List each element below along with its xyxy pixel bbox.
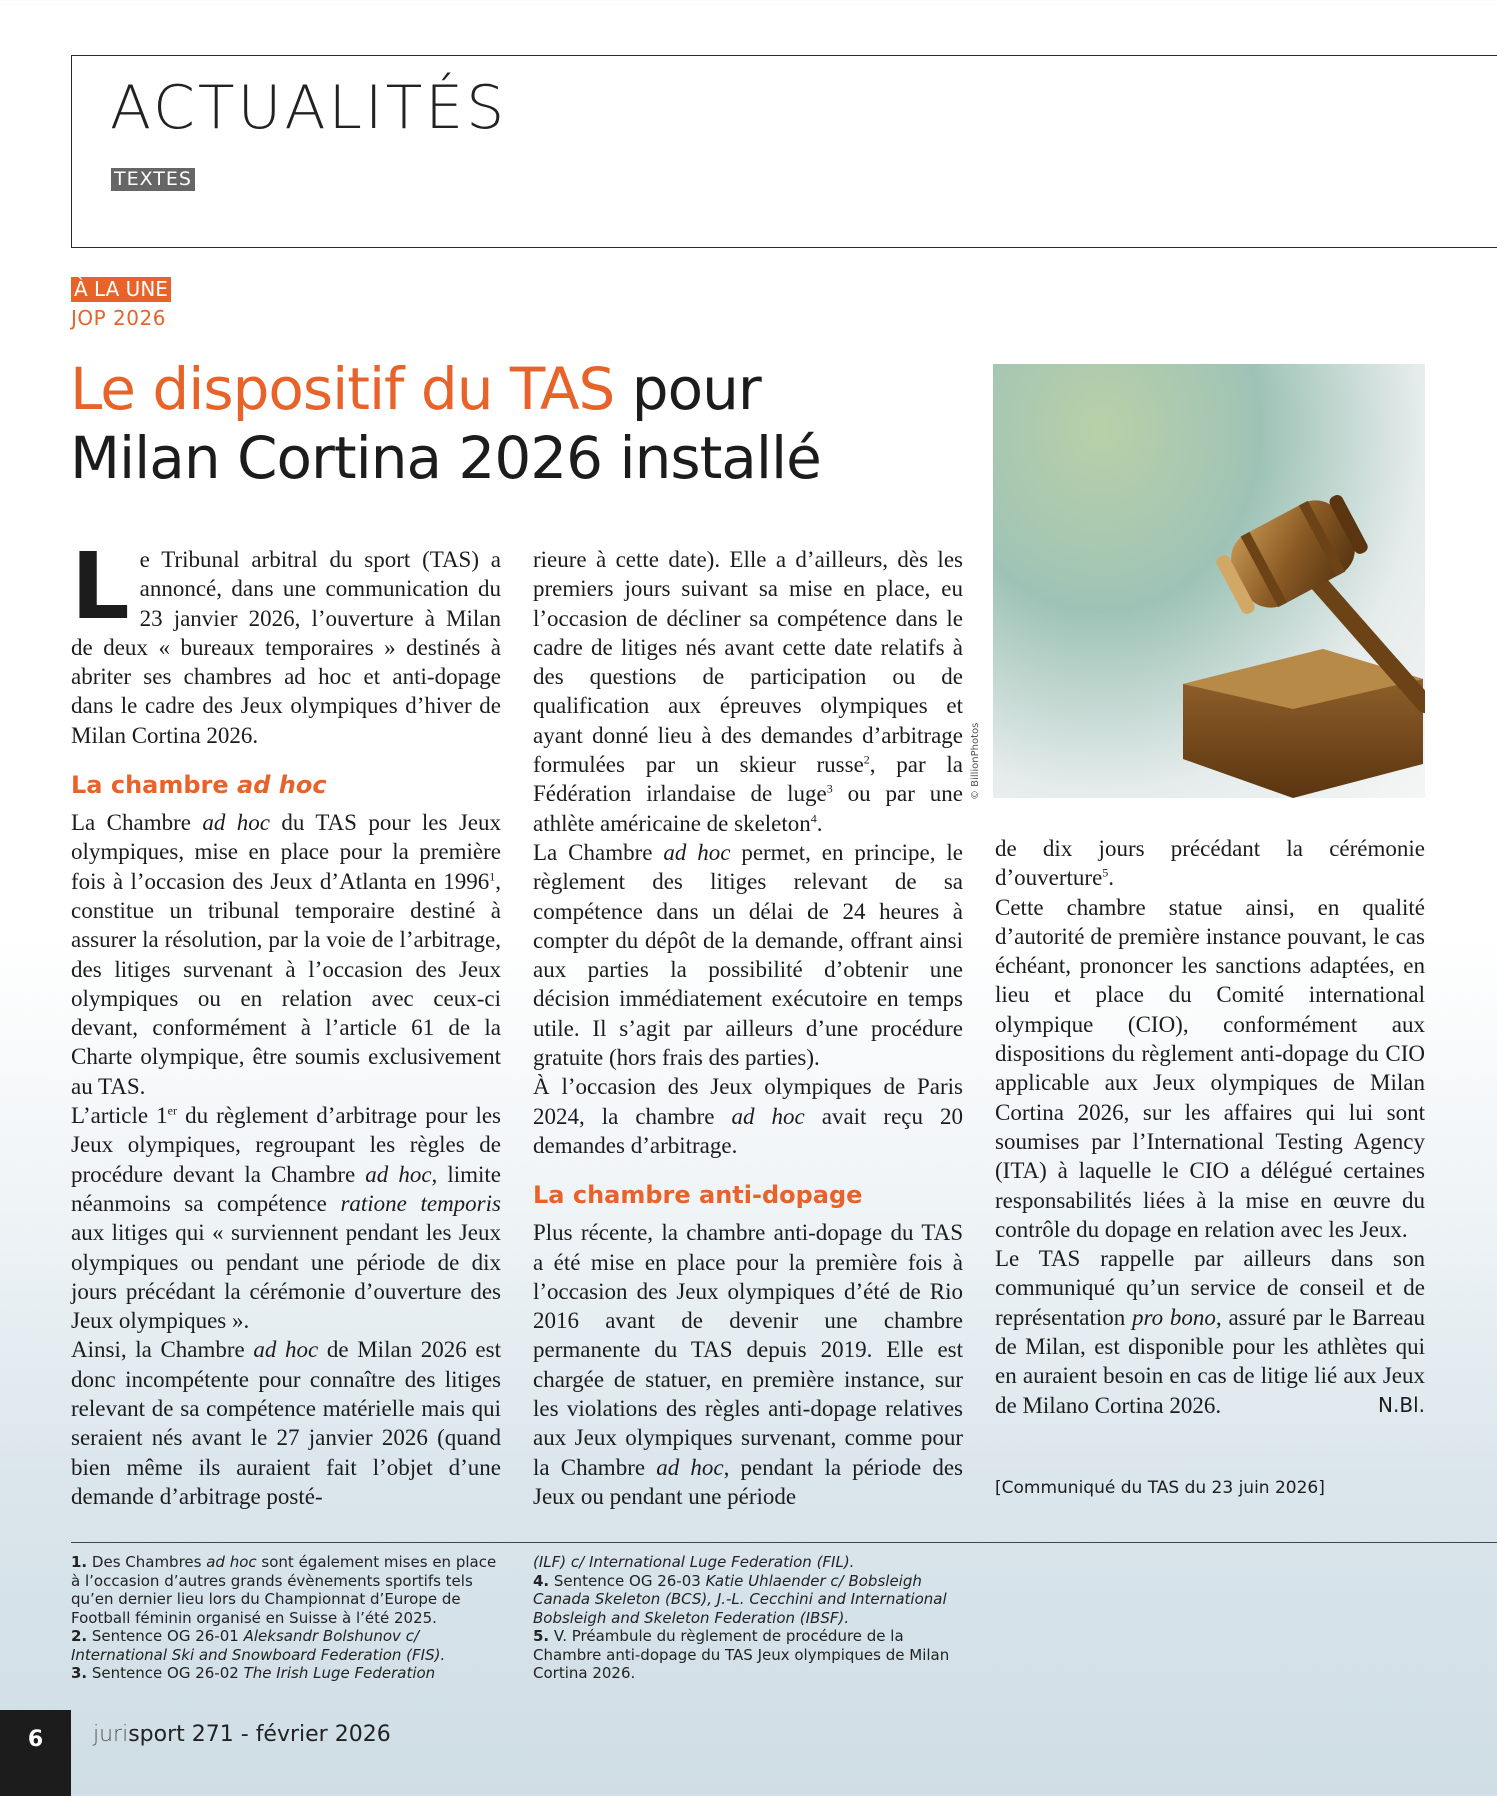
text: Sentence OG 26-02: [87, 1664, 244, 1682]
intro-text: e Tribunal arbitral du sport (TAS) a annoncé, dans une communication du 23 janvier 2026, l’ouverture à Milan de deux « bureaux temporaires » destinés à abriter ses chambres ad hoc et anti-dopage dans le cadre des Jeux olympiques d’hiver de Milan Cortina 2026.: [71, 547, 501, 748]
footnote: [71, 1553, 501, 1627]
text: , par la Fédération irlandaise de luge: [533, 752, 964, 807]
magazine-name: sport: [128, 1722, 185, 1747]
footnote: [71, 1664, 501, 1683]
page-number: 6: [0, 1710, 71, 1796]
footnote-ref: 5: [1102, 865, 1109, 880]
author-signature: N.Bl.: [1378, 1392, 1425, 1417]
text: La Chambre: [71, 810, 203, 836]
paragraph: Cette chambre statue ainsi, en qualité d’autorité de première instance pouvant, le cas échéant, prononcer les sanctions adaptées, en lieu et place du Comité international olympique (CIO), conformément aux dispositions du règlement anti-dopage du CIO applicable aux Jeux olympiques de Milan Cortina 2026, sur les affaires qui lui sont soumises par l’International Testing Agency (ITA) à laquelle le CIO a délégué certaines responsabilités liées à la mise en œuvre du contrôle du dopage en relation avec les Jeux.: [995, 894, 1425, 1242]
text: du TAS pour les Jeux olympiques, mise en place pour la première fois à l’occasion des Jeux d’Atlanta en 1996: [71, 810, 501, 894]
footnote-number: 5.: [533, 1627, 550, 1645]
footnote-ref: 2: [863, 752, 870, 767]
kicker-badge: À LA UNE: [71, 277, 171, 302]
text: de dix jours précédant la cérémonie d’ouverture: [995, 836, 1425, 891]
text: du règlement d’arbitrage pour les Jeux olympiques, regroupant les règles de procédure devant la Chambre: [71, 1103, 501, 1187]
italic-text: ad hoc: [206, 1553, 257, 1571]
text: avait reçu 20 demandes d’arbitrage.: [533, 1103, 963, 1158]
italic-text: Aleksandr Bolshunov c/ International Ski and Snowboard Federation (FIS).: [71, 1627, 446, 1664]
subhead-adhoc-italic: ad hoc: [237, 771, 327, 800]
paragraph: [995, 1244, 1425, 1420]
text: Des Chambres: [87, 1553, 207, 1571]
subhead-adhoc: [71, 770, 501, 800]
section-subtitle-badge: TEXTES: [111, 168, 195, 191]
gavel-icon: [993, 364, 1425, 798]
text: permet, en principe, le règlement des litiges relevant de sa compétence dans un délai de 24 heures à compter du dépôt de la demande, offrant ainsi aux parties la possibilité d’obtenir une décision immédiatement exécutoire en temps utile. Il s’agit par ailleurs d’une procédure gratuite (hors frais des parties).: [533, 839, 963, 1071]
paragraph: [71, 808, 501, 1101]
paragraph: [995, 834, 1425, 893]
footnotes-column-1: [71, 1553, 501, 1683]
article-category: JOP 2026: [71, 306, 166, 330]
article-column-2: [533, 545, 963, 1511]
headline-accent: Le dispositif du TAS: [70, 355, 615, 423]
paragraph: [71, 1101, 501, 1335]
section-title: ACTUALITÉS: [110, 73, 508, 143]
italic-text: The Irish Luge Federation: [243, 1664, 436, 1682]
text: sont également mises en place à l’occasion d’autres grands évènements sportifs tels qu’en dernier lieu lors du Championnat d’Europe de Football féminin organisé en Suisse à l’été 2025.: [71, 1553, 497, 1627]
text: rieure à cette date). Elle a d’ailleurs, dès les premiers jours suivant sa mise en place, eu l’occasion de décliner sa compétence dans le cadre de litiges nés avant cette date relatifs à des questions de participation ou de qualification aux épreuves olympiques et ayant donné lieu à des demandes d’arbitrage formulées par un skieur russe: [533, 547, 963, 778]
text: Sentence OG 26-01: [87, 1627, 244, 1645]
drop-cap: L: [71, 533, 130, 640]
italic-text: ratione temporis: [340, 1190, 501, 1216]
text: , constitue un tribunal temporaire destiné à assurer la résolution, par la voie de l’arbitrage, des litiges survenant à l’occasion des Jeux olympiques ou en relation avec ceux-ci devant, conformément à l’article 61 de la Charte olympique, être soumis exclusivement au TAS.: [71, 868, 501, 1099]
text: Plus récente, la chambre anti-dopage du TAS a été mise en place pour la première fois à l’occasion des Jeux olympiques d’été de Rio 2016 avant de devenir une chambre permanente du TAS depuis 2019. Elle est chargée de statuer, en première instance, sur les violations des règles anti-dopage relatives aux Jeux olympiques survenant, comme pour la Chambre: [533, 1220, 963, 1480]
footnotes-column-2: [533, 1553, 963, 1683]
issue-info: 271 - février 2026: [184, 1722, 391, 1747]
text: .: [816, 810, 823, 836]
paragraph: [71, 1335, 501, 1511]
paragraph: [533, 838, 963, 1072]
intro-paragraph: [71, 533, 501, 750]
text: V. Préambule du règlement de procédure de la Chambre anti-dopage du TAS Jeux olympiques de Milan Cortina 2026.: [533, 1627, 950, 1682]
magazine-footer: [93, 1722, 391, 1747]
italic-text: ad hoc: [663, 839, 731, 865]
italic-text: ad hoc: [202, 810, 270, 836]
footnote-number: 1.: [71, 1553, 88, 1571]
article-column-3: [995, 834, 1425, 1420]
subhead-adhoc-text: La chambre: [71, 771, 238, 800]
italic-text: ad hoc: [731, 1103, 805, 1129]
subhead-antidopage: La chambre anti-dopage: [533, 1181, 863, 1210]
footnote: [533, 1572, 963, 1628]
headline-part-1: pour: [614, 355, 761, 423]
italic-text: ad hoc: [253, 1337, 319, 1363]
text: , pendant la période des Jeux ou pendant une période: [533, 1454, 963, 1509]
paragraph: [533, 545, 963, 838]
italic-text: (ILF) c/ International Luge Federation (FIL).: [533, 1553, 855, 1571]
italic-text: ad hoc: [656, 1454, 724, 1480]
article-column-1: [71, 533, 501, 1511]
footnote: [533, 1627, 963, 1683]
text: Ainsi, la Chambre: [71, 1337, 254, 1363]
text: aux litiges qui « surviennent pendant les Jeux olympiques ou pendant une période de dix jours précédant la cérémonie d’ouverture des Jeux olympiques ».: [71, 1220, 501, 1334]
text: de Milan 2026 est donc incompétente pour connaître des litiges relevant de sa compétence matérielle mais qui seraient nés avant le 27 janvier 2026 (quand bien même ils auraient fait l’objet d’une demande d’arbitrage posté-: [71, 1337, 501, 1509]
footnote-ref: 3: [826, 781, 833, 796]
italic-text: pro bono: [1132, 1304, 1216, 1330]
gavel-photo: [993, 364, 1425, 798]
text: .: [1108, 865, 1115, 891]
text: , assuré par le Barreau de Milan, est disponible pour les athlètes qui en auraient besoin en cas de litige lié aux Jeux de Milano Cortina 2026.: [995, 1304, 1425, 1418]
italic-text: ad hoc,: [365, 1161, 438, 1187]
paragraph: [533, 1218, 963, 1511]
text: À l’occasion des Jeux olympiques de Paris 2024, la chambre: [533, 1074, 963, 1129]
footnote-number: 4.: [533, 1571, 550, 1590]
article-headline: [70, 355, 970, 493]
footnote-number: 2.: [71, 1627, 88, 1645]
footnote-divider: [71, 1542, 1497, 1543]
text: Sentence OG 26-03: [549, 1571, 706, 1590]
headline-part-2: Milan Cortina 2026 installé: [70, 424, 821, 492]
paragraph: [533, 1072, 963, 1160]
magazine-name-prefix: juri: [93, 1722, 129, 1747]
photo-credit: © BillionPhotos: [970, 722, 981, 800]
footnote: [71, 1627, 501, 1664]
source-reference: [Communiqué du TAS du 23 juin 2026]: [995, 1478, 1325, 1498]
italic-text: Katie Uhlaender c/ Bobsleigh Canada Skeleton (BCS), J.-L. Cecchini and International Bobsleigh and Skeleton Federation (IBSF).: [533, 1571, 947, 1627]
text: ou par une athlète américaine de skeleton: [533, 781, 963, 836]
footnote-ref: 1: [489, 869, 496, 884]
footnote-ref: 4: [810, 811, 817, 826]
footnote-continued: [533, 1553, 963, 1572]
superscript: er: [167, 1103, 177, 1118]
footnote-number: 3.: [71, 1664, 88, 1682]
text: La Chambre: [533, 839, 664, 865]
text: limite néanmoins sa compétence: [71, 1161, 501, 1216]
text: Le TAS rappelle par ailleurs dans son communiqué qu’un service de conseil et de représentation: [995, 1246, 1425, 1330]
text: L’article 1: [71, 1103, 168, 1129]
